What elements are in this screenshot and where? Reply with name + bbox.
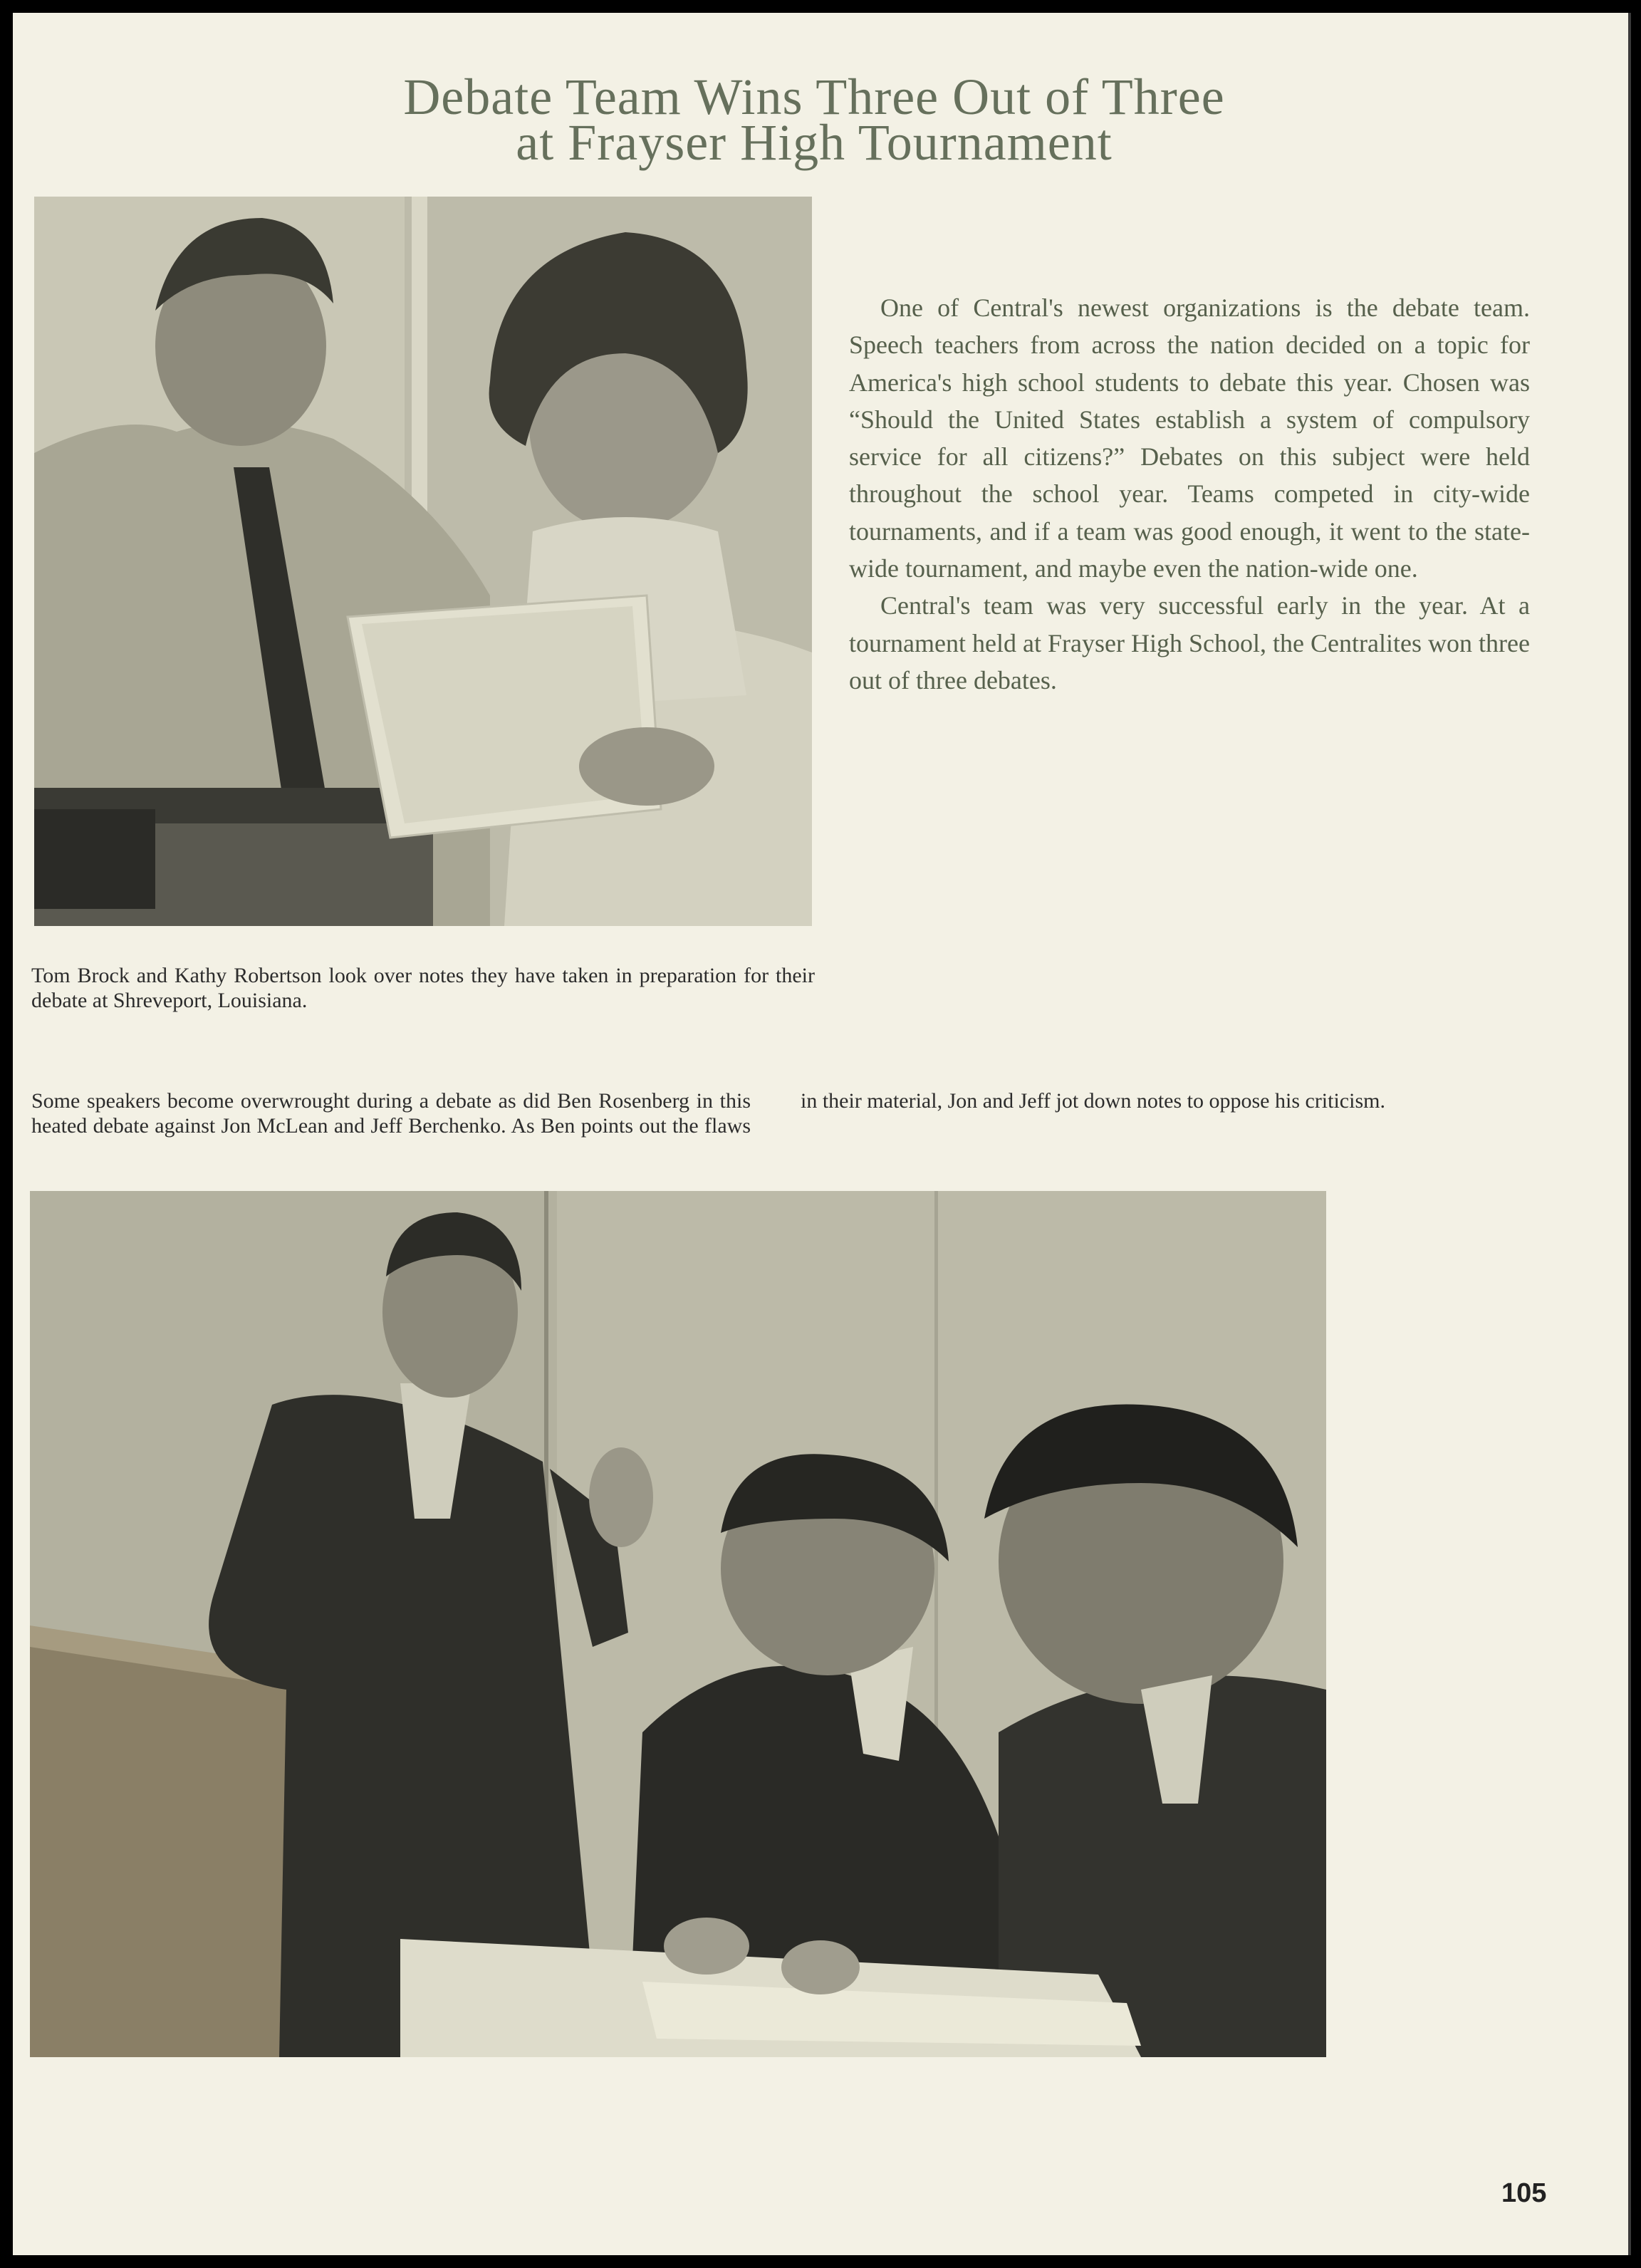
title-line-2: at Frayser High Tournament [516, 114, 1113, 171]
caption-photo-2: Some speakers become overwrought during a debate as did Ben Rosenberg in this heated debate against Jon McLean and Jeff Berchenko. As Ben points out the flaws in their material, Jon and Jeff jot down notes to oppose his criticism. [31, 1089, 1385, 1138]
body-paragraph-1: One of Central's newest organizations is the debate team. Speech teachers from across the nation decided on a topic for America's high school students to debate this year. Chosen was “Should the United States establish a system of compulsory service for all citizens?” Debates on this subject were held throughout the school year. Teams competed in city-wide tournaments, and if a team was good enough, it went to the state-wide tournament, and maybe even the nation-wide one. [849, 293, 1530, 583]
photo-debate-scene [30, 1191, 1326, 2057]
caption-photo-1: Tom Brock and Kathy Robertson look over notes they have taken in preparation for their debate at Shreveport, Louisiana. [31, 964, 815, 1012]
article-body [849, 289, 1530, 699]
page-title [155, 68, 1473, 171]
title-line-1: Debate Team Wins Three Out of Three [403, 68, 1225, 125]
photo-tom-and-kathy [34, 197, 812, 926]
yearbook-page [13, 13, 1631, 2255]
photo-debate-scene-image [30, 1191, 1326, 2057]
photo-tom-and-kathy-image [34, 197, 812, 926]
page-number: 105 [1501, 2178, 1547, 2208]
body-paragraph-2: Central's team was very successful early in the year. At a tournament held at Frayser High School, the Centralites won three out of three debates. [849, 591, 1530, 695]
